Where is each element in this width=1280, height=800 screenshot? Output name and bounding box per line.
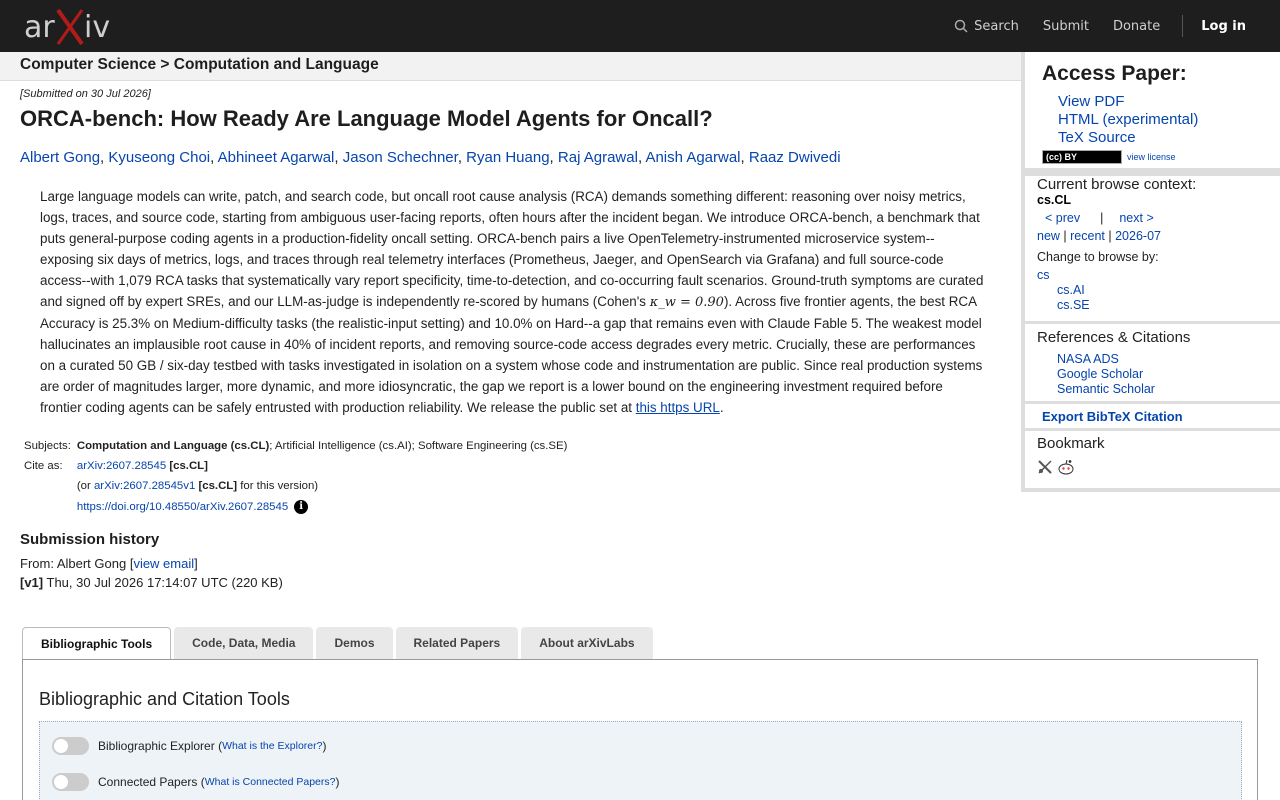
view-license-link[interactable]: view license (1127, 152, 1176, 162)
listing-links: new | recent | 2026-07 (1037, 229, 1161, 243)
author-separator: , (740, 149, 749, 166)
explorer-label: Bibliographic Explorer (98, 739, 215, 753)
v1-text: Thu, 30 Jul 2026 17:14:07 UTC (220 KB) (43, 575, 283, 590)
abstract-url-link[interactable]: this https URL (635, 400, 720, 415)
browse-cs-link[interactable]: cs (1037, 268, 1050, 282)
bookmark-box (1025, 431, 1280, 488)
labs-tabs (22, 627, 656, 660)
paper-title: ORCA-bench: How Ready Are Language Model Agents for Oncall? (20, 106, 713, 131)
month-link[interactable]: 2026-07 (1115, 229, 1161, 243)
info-icon[interactable]: i (294, 500, 308, 514)
version-v1 (20, 575, 283, 590)
explorer-toggle-row: Bibliographic Explorer ( What is the Explorer? ) (52, 737, 326, 755)
prev-next-sep: | (1100, 211, 1104, 225)
doi-row (75, 500, 570, 520)
submission-history-heading: Submission history (20, 531, 160, 548)
sidebar (1021, 52, 1280, 492)
view-pdf-link[interactable]: View PDF (1058, 93, 1125, 110)
connected-papers-toggle[interactable] (52, 773, 89, 791)
cite-v1-link[interactable]: arXiv:2607.28545v1 (93, 480, 196, 492)
or-prefix: (or (76, 480, 94, 492)
from-suffix: ] (194, 556, 198, 571)
author-link[interactable]: Raaz Dwivedi (748, 149, 841, 166)
header-nav (930, 0, 1246, 52)
empty-cell (22, 500, 73, 520)
explorer-help-link[interactable]: What is the Explorer? (222, 740, 323, 752)
submission-from (20, 556, 198, 571)
cite-category: [cs.CL] (169, 460, 208, 472)
author-separator: , (457, 149, 467, 166)
cc-by-badge[interactable]: (cc) BY (1042, 150, 1122, 164)
author-list (20, 149, 1010, 166)
browse-context-value: cs.CL (1037, 193, 1072, 207)
author-separator: , (549, 149, 558, 166)
references-box (1025, 324, 1280, 401)
cite-link[interactable]: arXiv:2607.28545 (76, 460, 167, 472)
reddit-icon[interactable] (1057, 459, 1075, 480)
author-link[interactable]: Ryan Huang (466, 149, 550, 166)
export-bibtex-link[interactable]: Export BibTeX Citation (1042, 409, 1183, 424)
panel-title: Bibliographic and Citation Tools (39, 689, 290, 709)
subjects-label: Subjects: (24, 440, 71, 452)
abstract-text-1: Large language models can write, patch, and search code, but oncall root cause analysis (RCA) demands something different: reasoning over noisy metrics, logs, traces, and source code, starting from ambiguous user-facing reports, often hours after the incident began. We introduce ORCA-bench, a benchmark that puts general-purpose coding agents in a production-fidelity oncall setting. ORCA-bench pairs a live OpenTelemetry-instrumented microservice system--exposing six days of metrics, logs, and traces through real telemetry interfaces (Prometheus, Jaeger, and OpenSearch via Grafana) and full source-code access--with 1,079 RCA tasks that systematically vary report specificity, time-to-detection, and co-occurring fault scenarios. Ground-truth symptoms are curated and signed off by expert SREs, and our LLM-as-judge is independently re-scored by humans (Cohen's (40, 189, 984, 309)
cite-value (75, 460, 570, 480)
version-cite (75, 480, 570, 500)
author-separator: , (210, 149, 218, 166)
browse-cs-ai-link[interactable]: cs.AI (1057, 283, 1085, 297)
recent-link[interactable]: recent (1070, 229, 1105, 243)
access-paper-box (1025, 52, 1280, 168)
cite-label: Cite as: (24, 460, 63, 472)
prev-next (1045, 211, 1154, 225)
view-email-link[interactable]: view email (133, 556, 195, 571)
new-link[interactable]: new (1037, 229, 1060, 243)
abstract (40, 186, 985, 418)
from-prefix: From: Albert Gong [ (20, 556, 134, 571)
html-link[interactable]: HTML (experimental) (1058, 111, 1199, 128)
browse-context-title: Current browse context: (1037, 176, 1197, 193)
abstract-text-2: ). Across five frontier agents, the best RCA Accuracy is 25.3% on Medium-difficulty tasks (the realistic-input setting) and 10.0% on Hard--a gap that remains even with Claude Fable 5. The weakest model hallucinates an implausible root cause in 40% of incident reports, and removing source-code access degrades every metric. Crucially, these are performances on a curated 50 GB / six-day testbed with tasks investigated in isolation on a system whose code and instrumentation are public. Since real production systems are order of magnitudes larger, more dynamic, and more idiosyncratic, the gap we report is a lower bound on the engineering investment required before frontier coding agents can be safely entrusted with production reliability. We release the public set at (40, 294, 983, 415)
tab-panel (22, 659, 1258, 800)
metadata-table (20, 440, 571, 520)
references-title: References & Citations (1037, 329, 1191, 346)
google-scholar-link[interactable]: Google Scholar (1057, 367, 1144, 381)
nav-divider (1182, 15, 1183, 37)
kappa-math: κ_w = 0.90 (649, 295, 724, 310)
search-icon (954, 19, 968, 33)
access-paper-title: Access Paper: (1042, 62, 1187, 85)
author-separator: , (637, 149, 646, 166)
author-link[interactable]: Albert Gong (20, 149, 101, 166)
other-subjects: ; Artificial Intelligence (cs.AI); Software Engineering (cs.SE) (269, 440, 568, 452)
author-separator: , (100, 149, 109, 166)
bibsonomy-icon[interactable] (1037, 459, 1053, 480)
login-link[interactable]: Log in (1201, 18, 1246, 34)
prev-link[interactable]: < prev (1045, 211, 1081, 225)
author-link[interactable]: Raj Agrawal (557, 149, 638, 166)
author-separator: , (334, 149, 343, 166)
cite-v1-category: [cs.CL] (198, 480, 238, 492)
connected-papers-label: Connected Papers (98, 775, 198, 789)
breadcrumb[interactable]: Computer Science > Computation and Language (0, 52, 1021, 81)
browse-context-box (1025, 176, 1280, 321)
subjects-value (75, 440, 570, 460)
access-links (1058, 93, 1198, 147)
bookmark-title: Bookmark (1037, 435, 1105, 452)
submission-date: [Submitted on 30 Jul 2026] (20, 88, 151, 100)
search-link[interactable] (954, 19, 1019, 34)
tab-code-data-media[interactable]: Code, Data, Media (174, 627, 313, 659)
explorer-toggle[interactable] (52, 737, 89, 755)
change-browse-label: Change to browse by: (1037, 250, 1159, 264)
search-label: Search (974, 18, 1019, 34)
primary-subject: Computation and Language (cs.CL) (76, 440, 270, 452)
author-link[interactable]: Anish Agarwal (645, 149, 741, 166)
submit-link[interactable]: Submit (1042, 18, 1089, 34)
author-link[interactable]: Abhineet Agarwal (217, 149, 335, 166)
svg-text:iv: iv (84, 10, 111, 45)
license-row (1042, 150, 1176, 164)
arxiv-logo[interactable] (24, 6, 114, 46)
top-navigation-bar (0, 0, 1280, 52)
semantic-scholar-link[interactable]: Semantic Scholar (1057, 382, 1155, 396)
empty-cell (22, 480, 73, 500)
or-suffix: for this version) (237, 480, 319, 492)
doi-link[interactable]: https://doi.org/10.48550/arXiv.2607.28545 (76, 501, 289, 514)
author-link[interactable]: Kyuseong Choi (108, 149, 211, 166)
browse-cs-se-link[interactable]: cs.SE (1057, 298, 1090, 312)
tab-about-arxivlabs[interactable]: About arXivLabs (521, 627, 652, 659)
connected-papers-help-link[interactable]: What is Connected Papers? (204, 776, 336, 788)
bibtex-box (1025, 404, 1280, 428)
connected-papers-toggle-row: Connected Papers ( What is Connected Papers? ) (52, 773, 340, 791)
next-link[interactable]: next > (1119, 211, 1154, 225)
abstract-end: . (719, 400, 724, 415)
tex-source-link[interactable]: TeX Source (1058, 129, 1136, 146)
tab-related-papers[interactable]: Related Papers (396, 627, 519, 659)
toggle-box (39, 721, 1242, 800)
nasa-ads-link[interactable]: NASA ADS (1057, 352, 1119, 366)
svg-text:ar: ar (24, 10, 55, 45)
bookmark-icons (1037, 459, 1079, 480)
tab-bibliographic-tools[interactable]: Bibliographic Tools (22, 627, 171, 661)
donate-link[interactable]: Donate (1112, 18, 1161, 34)
author-link[interactable]: Jason Schechner (342, 149, 458, 166)
tab-demos[interactable]: Demos (316, 627, 392, 659)
v1-label: [v1] (20, 575, 44, 590)
